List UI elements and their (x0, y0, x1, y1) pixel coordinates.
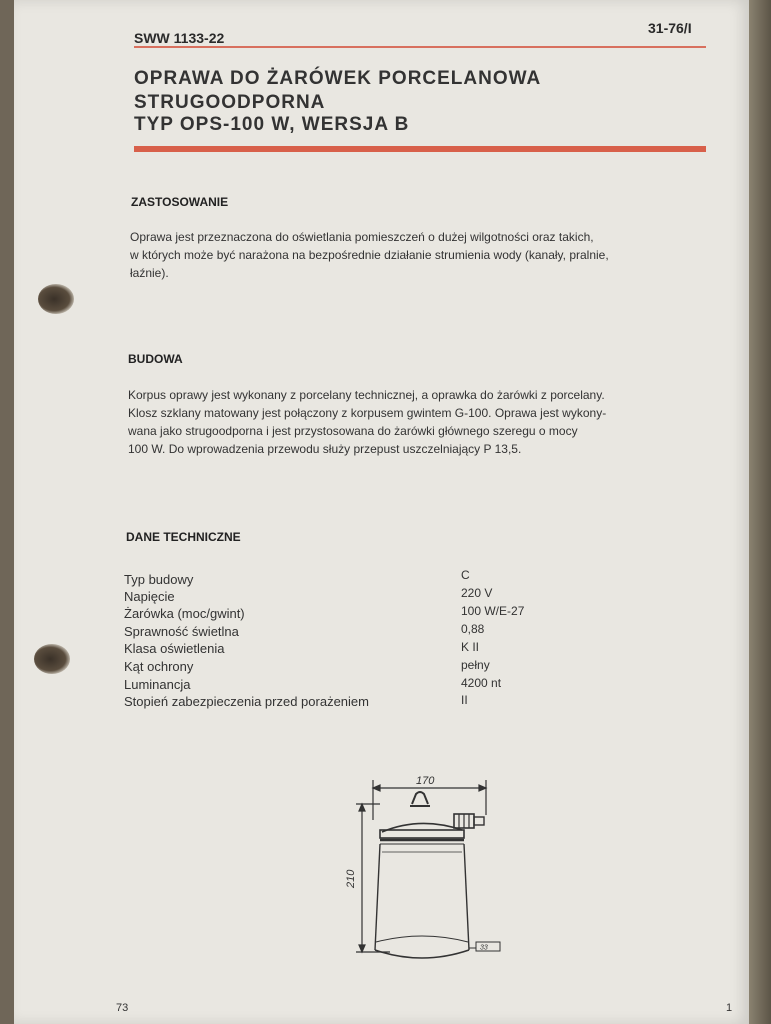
tech-label-klasa: Klasa oświetlenia (124, 641, 225, 656)
para-line: wana jako strugoodporna i jest przystosowana do żarówki głównego szeregu o mocy (128, 424, 578, 438)
section-heading-dane: DANE TECHNICZNE (126, 530, 241, 544)
para-line: łaźnie). (130, 266, 169, 280)
tech-value-luminancja: 4200 nt (461, 676, 502, 690)
tech-value-sprawnosc: 0,88 (461, 622, 485, 636)
sheet-number: 31-76/I (648, 20, 692, 36)
title-line-2: STRUGOODPORNA (134, 92, 326, 113)
desk-edge (749, 0, 771, 1024)
section-heading-zastosowanie: ZASTOSOWANIE (131, 195, 229, 209)
punch-hole-bottom (34, 644, 70, 674)
width-dimension-label: 170 (416, 775, 435, 787)
height-dimension-label: 210 (345, 869, 357, 888)
tech-label-stopien: Stopień zabezpieczenia przed porażeniem (124, 694, 369, 709)
paragraph-budowa (128, 386, 718, 458)
tech-value-klasa: K II (461, 640, 480, 654)
para-line: 100 W. Do wprowadzenia przewodu służy przepust uszczelniający P 13,5. (128, 442, 522, 456)
para-line: Klosz szklany matowany jest połączony z korpusem gwintem G-100. Oprawa jest wykony- (128, 406, 607, 420)
tech-label-kat: Kąt ochrony (124, 659, 194, 674)
para-line: Oprawa jest przeznaczona do oświetlania pomieszczeń o dużej wilgotności oraz takich, (130, 230, 594, 244)
luminaire-drawing (330, 760, 530, 980)
tech-value-stopien: II (461, 693, 468, 707)
tech-value-kat: pełny (461, 658, 490, 672)
tech-label-sprawnosc: Sprawność świetlna (124, 624, 239, 639)
page-number-left: 73 (116, 1002, 129, 1014)
para-line: w których może być narażona na bezpośrednie działanie strumienia wody (kanały, pralnie, (130, 248, 609, 262)
punch-hole-top (38, 284, 74, 314)
tech-value-zarowka: 100 W/E-27 (461, 604, 525, 618)
section-heading-budowa: BUDOWA (128, 352, 183, 366)
paragraph-zastosowanie (130, 228, 710, 282)
tech-label-napiecie: Napięcie (124, 589, 175, 604)
tech-label-zarowka: Żarówka (moc/gwint) (124, 606, 245, 621)
para-line: Korpus oprawy jest wykonany z porcelany technicznej, a oprawka do żarówki z porcelany. (128, 388, 605, 402)
tech-value-napiecie: 220 V (461, 586, 493, 600)
page-number-right: 1 (726, 1002, 733, 1014)
document-code: SWW 1133-22 (134, 30, 225, 46)
title-line-3: TYP OPS-100 W, WERSJA B (134, 114, 410, 135)
mark-label: 33 (480, 944, 488, 952)
title-rule (134, 146, 706, 152)
header-rule (134, 46, 706, 48)
tech-label-typ: Typ budowy (124, 572, 194, 587)
tech-value-typ: C (461, 568, 470, 582)
title-line-1: OPRAWA DO ŻARÓWEK PORCELANOWA (134, 68, 542, 89)
tech-label-luminancja: Luminancja (124, 677, 191, 692)
